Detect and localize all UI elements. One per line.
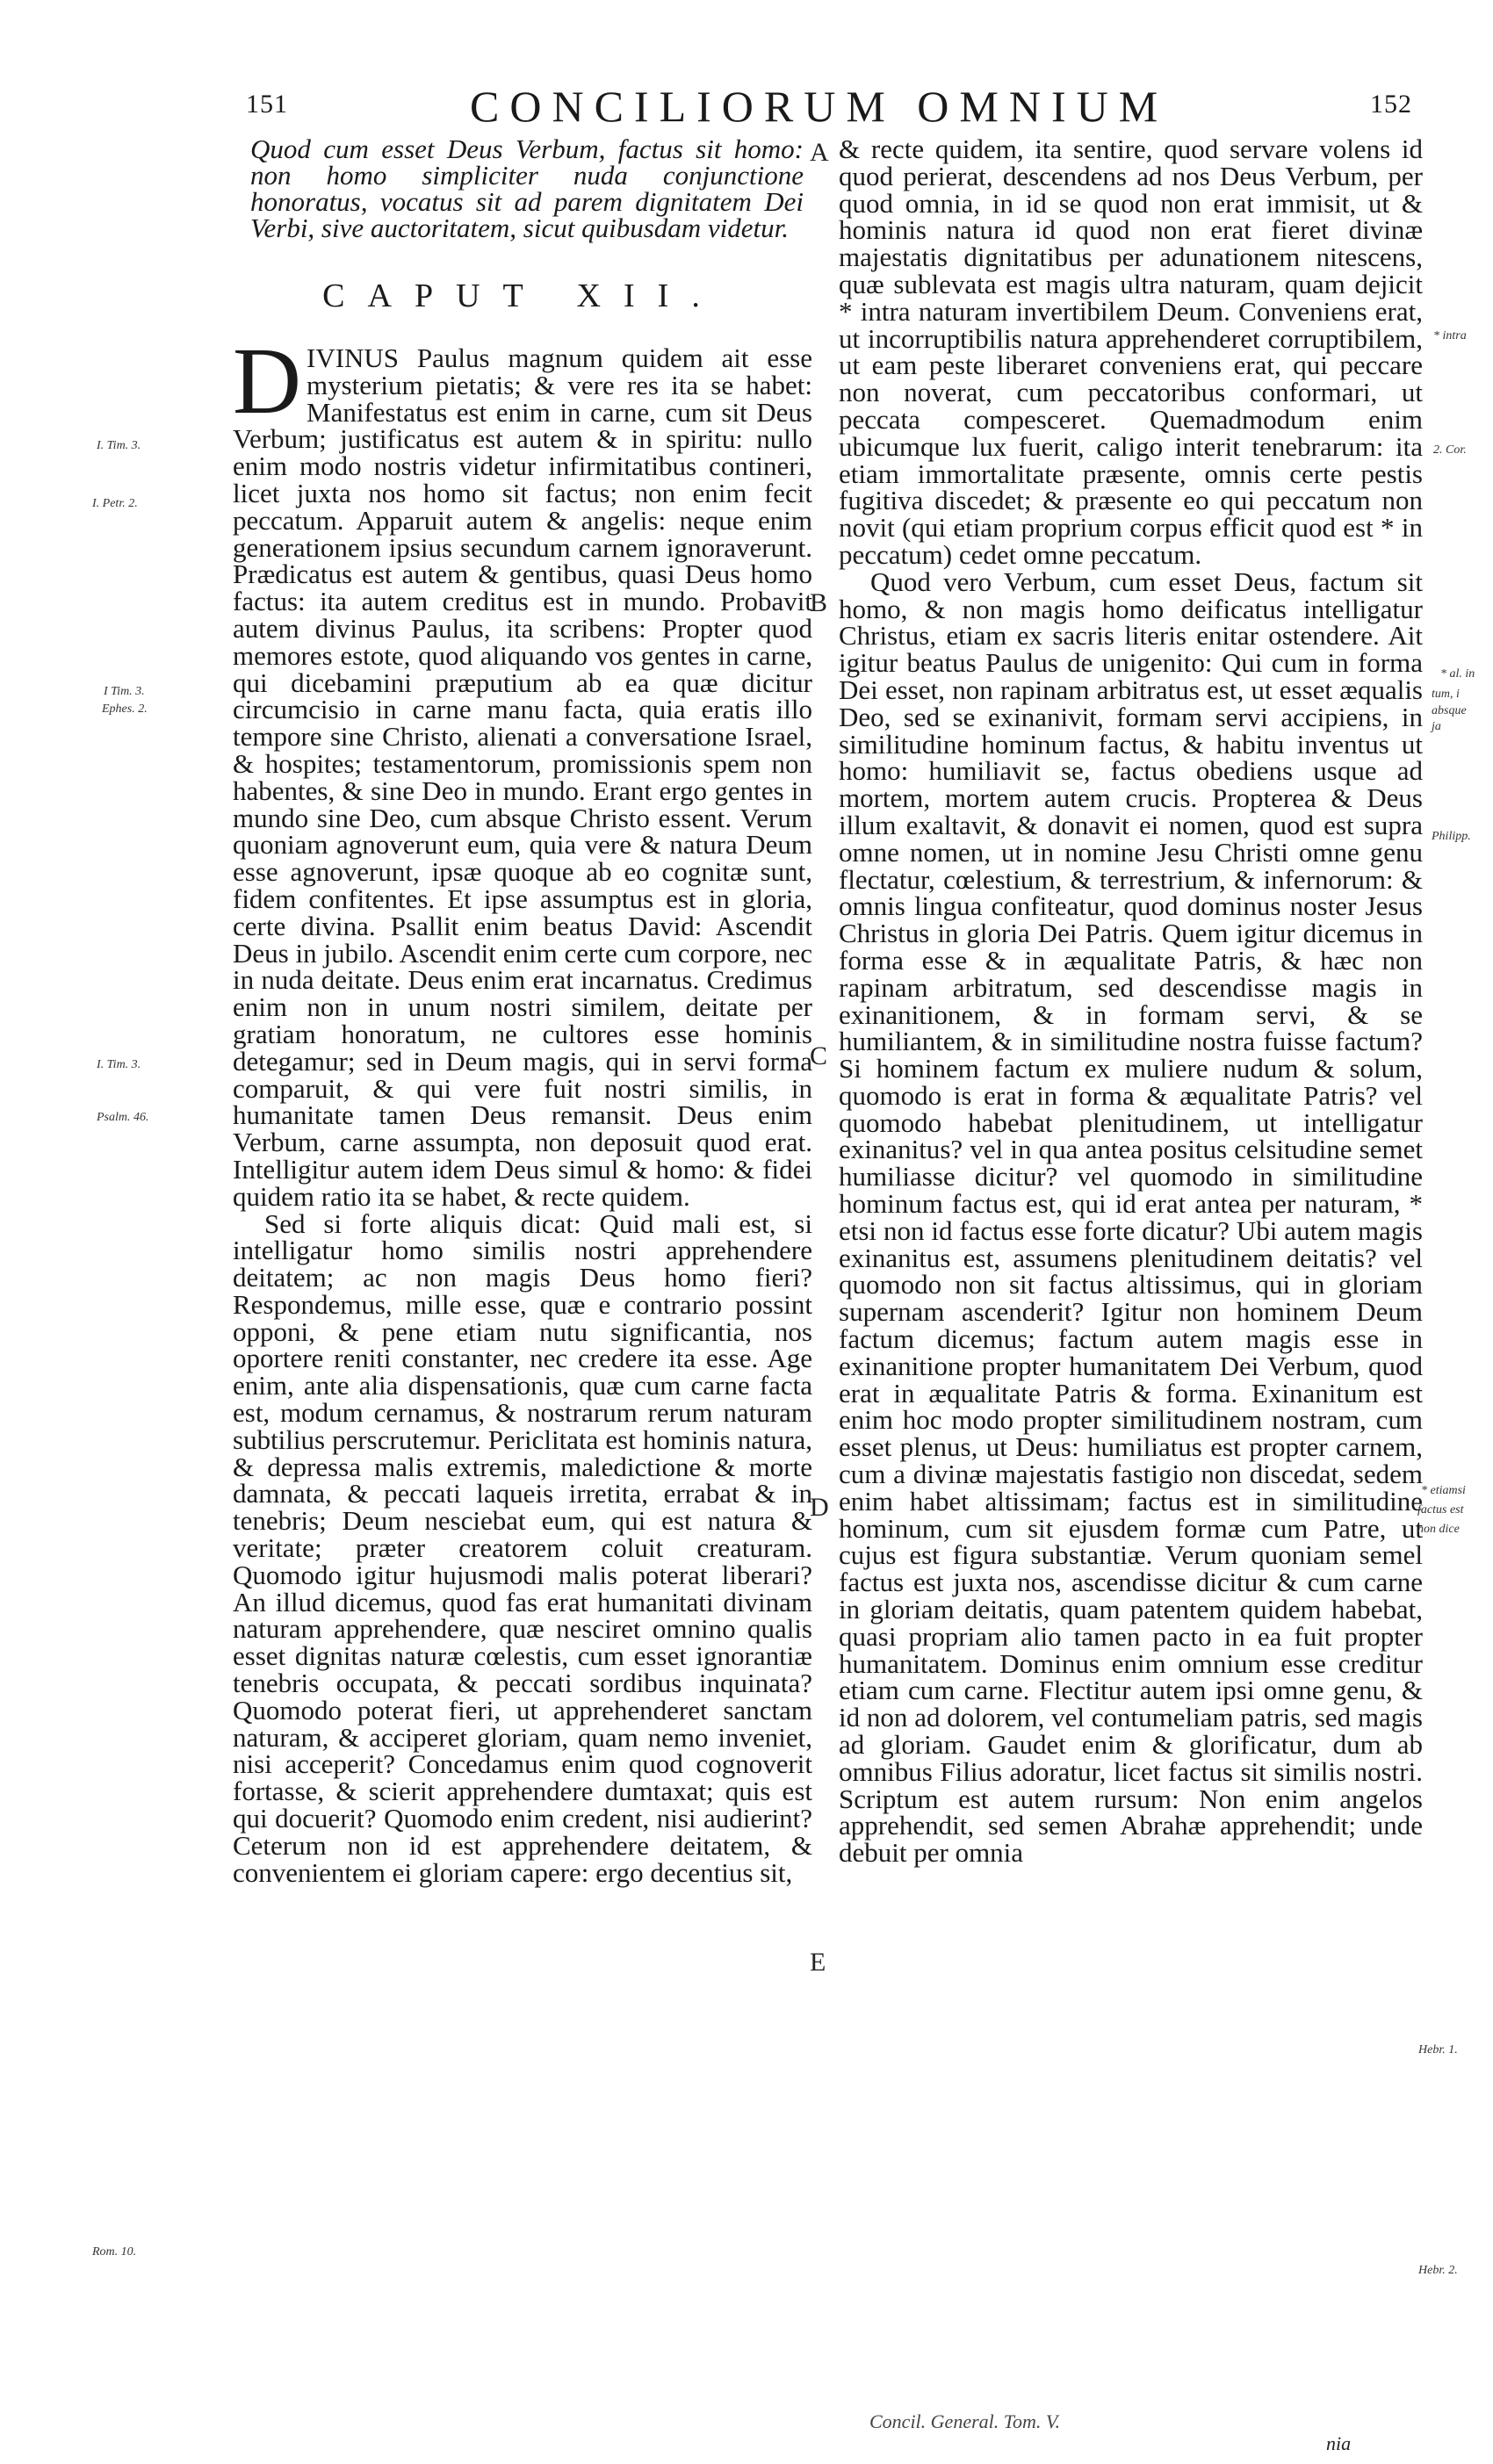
- section-letter-c: C: [810, 1041, 828, 1070]
- margin-note: Philipp.: [1432, 830, 1471, 843]
- margin-note: ja: [1432, 720, 1441, 733]
- running-header: [0, 81, 1493, 133]
- margin-note: * intra: [1433, 329, 1467, 342]
- margin-note: non dice: [1417, 1523, 1460, 1536]
- margin-note: Psalm. 46.: [97, 1111, 149, 1124]
- margin-note: Hebr. 2.: [1418, 2264, 1458, 2277]
- margin-note: Rom. 10.: [92, 2245, 137, 2259]
- paragraph: [233, 329, 812, 1212]
- margin-note: I. Tim. 3.: [97, 439, 141, 452]
- section-letter-a: A: [810, 138, 829, 167]
- margin-note: tum, i: [1432, 688, 1460, 701]
- margin-note: 2. Cor.: [1433, 443, 1467, 457]
- chapter-heading: CAPUT XII.: [322, 277, 723, 314]
- margin-note: Hebr. 1.: [1418, 2043, 1458, 2057]
- margin-note: factus est: [1417, 1503, 1464, 1517]
- margin-note: I. Tim. 3.: [97, 1058, 141, 1071]
- paragraph: Quod vero Verbum, cum esset Deus, factum sit homo, & non magis homo deificatus intelligatur Christus, etiam ex sacris literis enitar ostendere. Ait igitur beatus Paulus de unigenito: Qui cum in forma Dei esset, non rapinam arbitratus est, ut esset æqualis Deo, sed se exinanivit, formam servi accipiens, in similitudine hominum factus, & habitu inventus ut homo: humiliavit se, factus obediens usque ad mortem, mortem autem crucis. Propterea & Deus illum exaltavit, & donavit ei nomen, quod est supra omne nomen, ut in nomine Jesu Christi omne genu flectatur, cœlestium, & terrestrium, & infernorum: & omnis lingua confiteatur, quod dominus noster Jesus Christus in gloria Dei Patris. Quem igitur dicemus in forma esse & in æqualitate Patris, & hæc non rapinam arbitratum, sed descendisse magis in exinanitionem, & in formam servi, & se humiliantem, & in similitudine nostra fuisse factum? Si hominem factum ex muliere nudum & solum, quomodo is erat in forma & æqualitate Patris? vel quomodo habebat plenitudinem, ut intelligatur exinanitus? vel in qua antea positus celsitudine semet humiliasse dicitur? vel quomodo in similitudine hominum factus est, qui id erat antea per naturam, * etsi non id factus esse forte dicatur? Ubi autem magis exinanitus est, assumens plenitudinem deitatis? vel quomodo non sit factus altissimus, qui in gloriam supernam ascenderit? Igitur non hominem Deum factum dicemus; factum autem magis esse in exinanitione propter humanitatem Dei Verbum, quod erat in æqualitate Patris & forma. Exinanitum est enim hoc modo propter similitudinem nostram, cum esset plenus, ut Deus: humiliatus est propter carnem, cum a divinæ majestatis fastigio non discedat, sedem enim habet altissimam; factus est in similitudine hominum, cum sit ejusdem formæ cum Patre, ut cujus est figura substantiæ. Verum quoniam semel factus est juxta nos, ascendisse dicitur & cum carne in gloriam deitatis, quam patentem quidem habebat, quasi propriam alio tamen pacto in ea fuit propter humanitatem. Dominus enim omnium esse creditur etiam cum carne. Flectitur autem ipsi omne genu, & id non ad dolorem, vel contumeliam patris, sed magis ad gloriam. Gaudet enim & glorificatur, dum ab omnibus Filius adoratur, licet factus sit similis nostri. Scriptum est autem rursum: Non enim angelos apprehendit, sed semen Abrahæ apprehendit; unde debuit per omnia: [839, 566, 1423, 1869]
- right-column: [839, 133, 1423, 1869]
- running-title: CONCILIORUM OMNIUM: [470, 82, 1169, 131]
- paragraph: Sed si forte aliquis dicat: Quid mali est, si intelligatur homo similis nostri apprehendere deitatem; ac non magis Deus homo fieri? Respondemus, mille esse, quæ e contrario possint opponi, & pene etiam nutu significantia, nos oportere reniti constanter, nec credere ita esse. Age enim, ante alia dispensationis, quæ cum carne facta est, modum cernamus, & nostrarum rerum naturam subtilius perscrutemur. Periclitata est hominis natura, & depressa malis extremis, maledictione & morte damnata, & peccati laqueis irretita, errabat & in tenebris; Deum nesciebat eum, qui est natura & veritate; præter creatorem coluit creaturam. Quomodo igitur hujusmodi malis poterat liberari? An illud dicemus, quod fas erat humanitati divinam naturam apprehendere, quæ nesciret omnino qualis esset dignitas naturæ cœlestis, cum esset ignorantiæ tenebris occupata, & peccati sordibus inquinata? Quomodo poterat fieri, ut apprehenderet sanctam naturam, & acciperet gloriam, quam nemo inveniet, nisi acceperit? Concedamus enim quod cognoverit fortasse, & scierit apprehendere dumtaxat; quis est qui docuerit? Quomodo enim credent, nisi audierint? Ceterum non id est apprehendere deitatem, & convenientem ei gloriam capere: ergo decentius sit,: [233, 1207, 812, 1888]
- margin-note: I Tim. 3.: [104, 685, 145, 698]
- catchword: nia: [1326, 2432, 1352, 2454]
- section-letter-b: B: [810, 588, 828, 617]
- paragraph-text: IVINUS Paulus magnum quidem ait esse mysterium pietatis; & vere res ita se habet: Manifestatus est enim in carne, cum sit Deus Verbum; justificatus est autem & in spiritu: nullo enim modo nostris videtur infirmitatibus contineri, licet juxta nos homo sit factus; non enim fecit peccatum. Apparuit autem & angelis: neque enim generationem ipsius secundum carnem ignoraverunt. Prædicatus est autem & gentibus, quasi Deus homo factus: ita autem creditus est in mundo. Probavit autem divinus Paulus, ita scribens: Propter quod memores estote, quod aliquando vos gentes in carne, qui dicebamini præputium ab ea quæ dicitur circumcisio in carne manu facta, quia eratis illo tempore sine Christo, alienati a conversatione Israel, & hospites; testamentorum, promissionis spem non habentes, & sine Deo in mundo. Erant ergo gentes in mundo sine Deo, cum absque Christo essent. Verum quoniam agnoverunt eum, quia vere & natura Deum esse agnoverunt, ipsæ quoque ab eo cognitæ sunt, fidem confitentes. Et ipse assumptus est in gloria, certe divina. Psallit enim beatus David: Ascendit Deus in jubilo. Ascendit enim certe cum corpore, nec in nuda deitate. Deus enim erat incarnatus. Credimus enim non in unum nostri similem, deitate per gratiam honoratum, ne cultores esse hominis detegamur; sed in Deum magis, qui in servi forma comparuit, & qui vere fuit nostri similis, in humanitate tamen Deus remansit. Deus enim Verbum, carne assumpta, non deposuit quod erat. Intelligitur autem idem Deus simul & homo: & fidei quidem ratio ita se habet, & recte quidem.: [233, 342, 812, 1212]
- right-page-number: 152: [1370, 90, 1412, 119]
- margin-note: absque: [1432, 704, 1467, 717]
- left-column: [233, 133, 812, 1888]
- margin-note: * al. in: [1440, 667, 1475, 681]
- section-letter-d: D: [810, 1493, 829, 1522]
- paragraph: & recte quidem, ita sentire, quod servare volens id quod perierat, descendens ad nos Deus Verbum, per quod omnia, in id se quod non erat immisit, ut & hominis natura id quod non erat fieret divinæ majestatis dignitatibus per adunationem nitescens, quæ sublevata est magis ultra naturam, quam dejicit * intra naturam invertibilem Deum. Conveniens erat, ut incorruptibilis natura apprehenderet corruptibilem, ut eam peste liberaret conveniens erat, qui peccare non noverat, cum peccatoribus conformari, ut peccata compesceret. Quemadmodum enim ubicumque lux fuerit, caligo interit tenebrarum: ita etiam immortalitate præsente, omnis certe pestis fugitiva discedet; & præsente eo qui peccatum non novit (qui etiam proprium corpus efficit quod est * in peccatum) cedet omne peccatum.: [839, 133, 1423, 570]
- margin-note: Ephes. 2.: [102, 702, 148, 716]
- section-letter-e: E: [810, 1948, 826, 1977]
- chapter-summary: Quod cum esset Deus Verbum, factus sit homo: non homo simpliciter nuda conjunctione honoratus, vocatus sit ad parem dignitatem Dei Verbi, sive auctoritatem, sicut quibusdam videtur.: [250, 133, 804, 243]
- drop-cap: D: [233, 329, 301, 434]
- left-page-number: 151: [246, 90, 288, 119]
- margin-note: I. Petr. 2.: [92, 497, 138, 510]
- margin-note: * etiamsi: [1421, 1484, 1466, 1497]
- signature-line: Concil. General. Tom. V.: [869, 2410, 1060, 2432]
